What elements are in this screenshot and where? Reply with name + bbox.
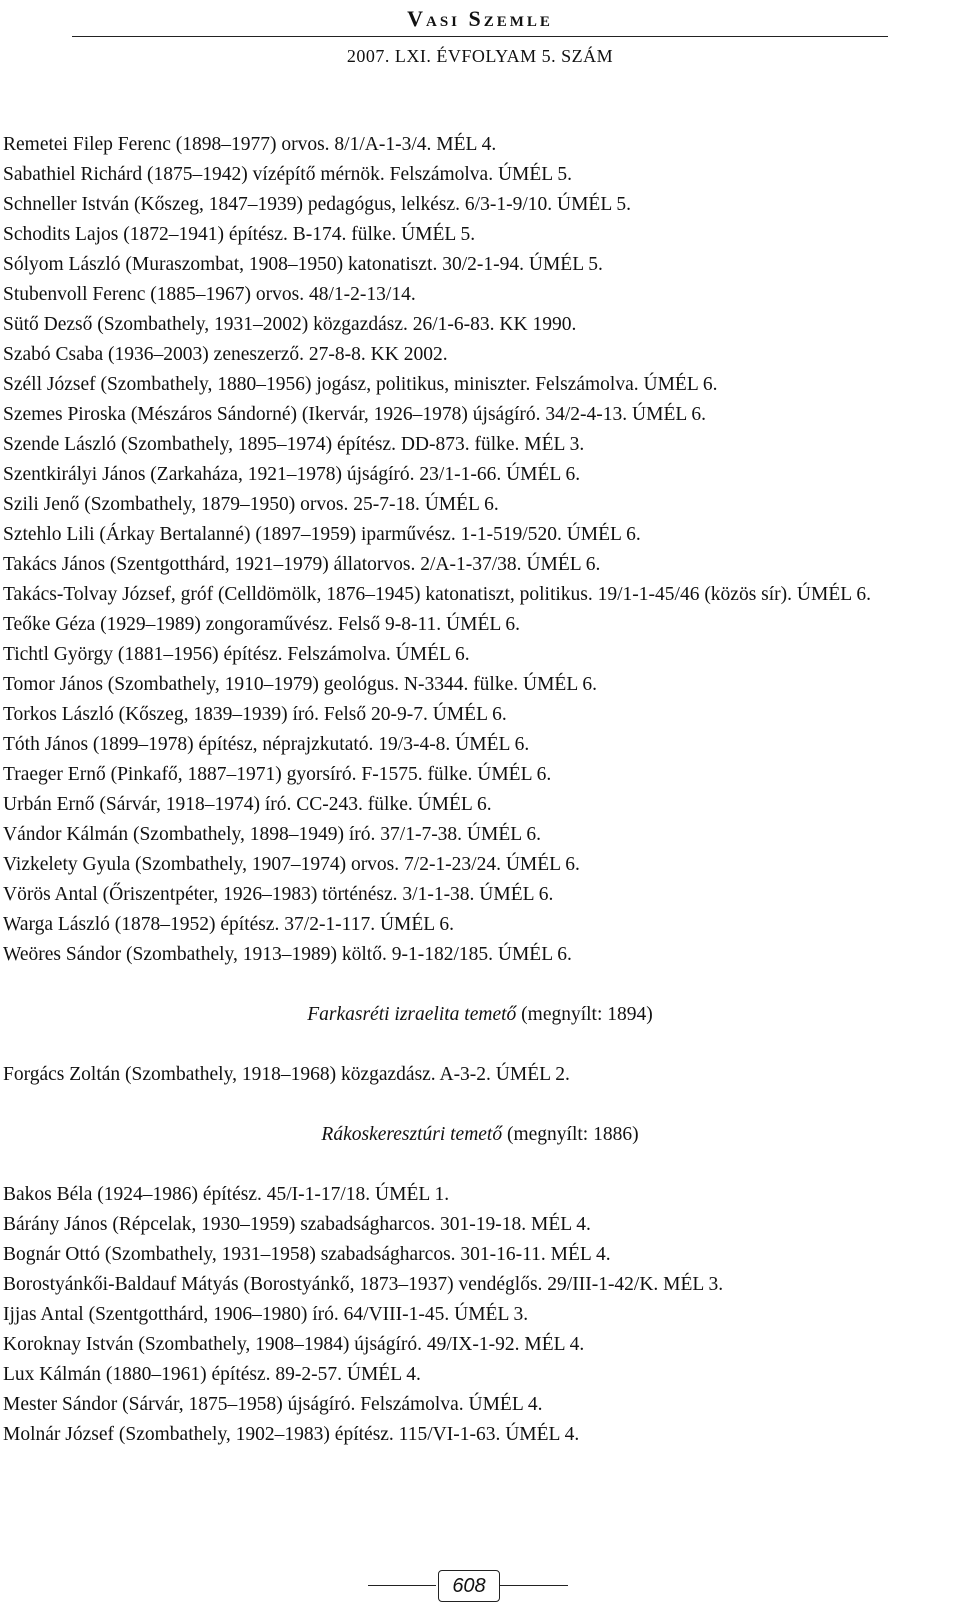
list-item: Szabó Csaba (1936–2003) zeneszerző. 27-8-8. KK 2002. (3, 344, 448, 365)
page-content (0, 130, 960, 1450)
opened-note: (megnyílt: 1894) (521, 1004, 653, 1025)
list-item: Ijjas Antal (Szentgotthárd, 1906–1980) író. 64/VIII-1-45. ÚMÉL 3. (3, 1304, 529, 1325)
list-item: Bakos Béla (1924–1986) építész. 45/I-1-17/18. ÚMÉL 1. (3, 1184, 450, 1205)
list-item: Stubenvoll Ferenc (1885–1967) orvos. 48/1-2-13/14. (3, 284, 416, 305)
list-item: Teőke Géza (1929–1989) zongoraművész. Felső 9-8-11. ÚMÉL 6. (3, 614, 521, 635)
list-item: Forgács Zoltán (Szombathely, 1918–1968) közgazdász. A-3-2. ÚMÉL 2. (3, 1064, 570, 1085)
list-item: Tichtl György (1881–1956) építész. Felszámolva. ÚMÉL 6. (3, 644, 470, 665)
list-item: Sztehlo Lili (Árkay Bertalanné) (1897–1959) iparművész. 1-1-519/520. ÚMÉL 6. (3, 524, 641, 545)
list-item: Sólyom László (Muraszombat, 1908–1950) katonatiszt. 30/2-1-94. ÚMÉL 5. (3, 254, 603, 275)
list-item: Bárány János (Répcelak, 1930–1959) szabadságharcos. 301-19-18. MÉL 4. (3, 1214, 591, 1235)
list-item: Vizkelety Gyula (Szombathely, 1907–1974) orvos. 7/2-1-23/24. ÚMÉL 6. (3, 854, 580, 875)
cemetery-name: Rákoskeresztúri temető (321, 1124, 503, 1145)
list-item: Borostyánkői-Baldauf Mátyás (Borostyánkő, 1873–1937) vendéglős. 29/III-1-42/K. MÉL 3. (3, 1274, 724, 1295)
cemetery-name: Farkasréti izraelita temető (307, 1004, 517, 1025)
list-item: Molnár József (Szombathely, 1902–1983) építész. 115/VI-1-63. ÚMÉL 4. (3, 1424, 580, 1445)
list-item: Takács János (Szentgotthárd, 1921–1979) állatorvos. 2/A-1-37/38. ÚMÉL 6. (3, 554, 601, 575)
list-item: Weöres Sándor (Szombathely, 1913–1989) költő. 9-1-182/185. ÚMÉL 6. (3, 944, 572, 965)
burial-list-farkasreti (0, 1060, 960, 1090)
section-heading-farkasreti (0, 1000, 960, 1030)
footer-divider-left (368, 1585, 436, 1586)
list-item: Torkos László (Kőszeg, 1839–1939) író. Felső 20-9-7. ÚMÉL 6. (3, 704, 507, 725)
list-item: Schodits Lajos (1872–1941) építész. B-174. fülke. ÚMÉL 5. (3, 224, 476, 245)
burial-list-a (0, 130, 960, 970)
footer-divider-right (500, 1585, 568, 1586)
burial-list-rakoskeresztur (0, 1180, 960, 1450)
list-item: Lux Kálmán (1880–1961) építész. 89-2-57. ÚMÉL 4. (3, 1364, 421, 1385)
list-item: Szentkirályi János (Zarkaháza, 1921–1978) újságíró. 23/1-1-66. ÚMÉL 6. (3, 464, 581, 485)
list-item: Bognár Ottó (Szombathely, 1931–1958) szabadságharcos. 301-16-11. MÉL 4. (3, 1244, 611, 1265)
page-number: 608 (438, 1570, 500, 1602)
list-item: Urbán Ernő (Sárvár, 1918–1974) író. CC-243. fülke. ÚMÉL 6. (3, 794, 492, 815)
list-item: Szende László (Szombathely, 1895–1974) építész. DD-873. fülke. MÉL 3. (3, 434, 585, 455)
list-item: Szili Jenő (Szombathely, 1879–1950) orvos. 25-7-18. ÚMÉL 6. (3, 494, 499, 515)
list-item: Warga László (1878–1952) építész. 37/2-1-117. ÚMÉL 6. (3, 914, 454, 935)
issue-line: 2007. LXI. ÉVFOLYAM 5. SZÁM (346, 46, 614, 66)
list-item: Vörös Antal (Őriszentpéter, 1926–1983) történész. 3/1-1-38. ÚMÉL 6. (3, 884, 554, 905)
list-item: Takács-Tolvay József, gróf (Celldömölk, 1876–1945) katonatiszt, politikus. 19/1-1-45/46 (közös sír). ÚMÉL 6. (3, 584, 871, 605)
list-item: Sabathiel Richárd (1875–1942) vízépítő mérnök. Felszámolva. ÚMÉL 5. (3, 164, 572, 185)
list-item: Traeger Ernő (Pinkafő, 1887–1971) gyorsíró. F-1575. fülke. ÚMÉL 6. (3, 764, 552, 785)
header-divider (72, 36, 888, 37)
list-item: Remetei Filep Ferenc (1898–1977) orvos. 8/1/A-1-3/4. MÉL 4. (3, 134, 497, 155)
journal-title: Vasi Szemle (407, 6, 553, 31)
page-footer (0, 1566, 960, 1606)
list-item: Szemes Piroska (Mészáros Sándorné) (Ikervár, 1926–1978) újságíró. 34/2-4-13. ÚMÉL 6. (3, 404, 707, 425)
list-item: Sütő Dezső (Szombathely, 1931–2002) közgazdász. 26/1-6-83. KK 1990. (3, 314, 577, 335)
list-item: Vándor Kálmán (Szombathely, 1898–1949) író. 37/1-7-38. ÚMÉL 6. (3, 824, 541, 845)
list-item: Széll József (Szombathely, 1880–1956) jogász, politikus, miniszter. Felszámolva. ÚMÉL 6. (3, 374, 718, 395)
page-header (0, 0, 960, 96)
list-item: Tóth János (1899–1978) építész, néprajzkutató. 19/3-4-8. ÚMÉL 6. (3, 734, 530, 755)
list-item: Mester Sándor (Sárvár, 1875–1958) újságíró. Felszámolva. ÚMÉL 4. (3, 1394, 543, 1415)
opened-note: (megnyílt: 1886) (506, 1124, 639, 1145)
list-item: Schneller István (Kőszeg, 1847–1939) pedagógus, lelkész. 6/3-1-9/10. ÚMÉL 5. (3, 194, 632, 215)
list-item: Koroknay István (Szombathely, 1908–1984) újságíró. 49/IX-1-92. MÉL 4. (3, 1334, 585, 1355)
section-heading-rakoskeresztur (0, 1120, 960, 1150)
list-item: Tomor János (Szombathely, 1910–1979) geológus. N-3344. fülke. ÚMÉL 6. (3, 674, 598, 695)
